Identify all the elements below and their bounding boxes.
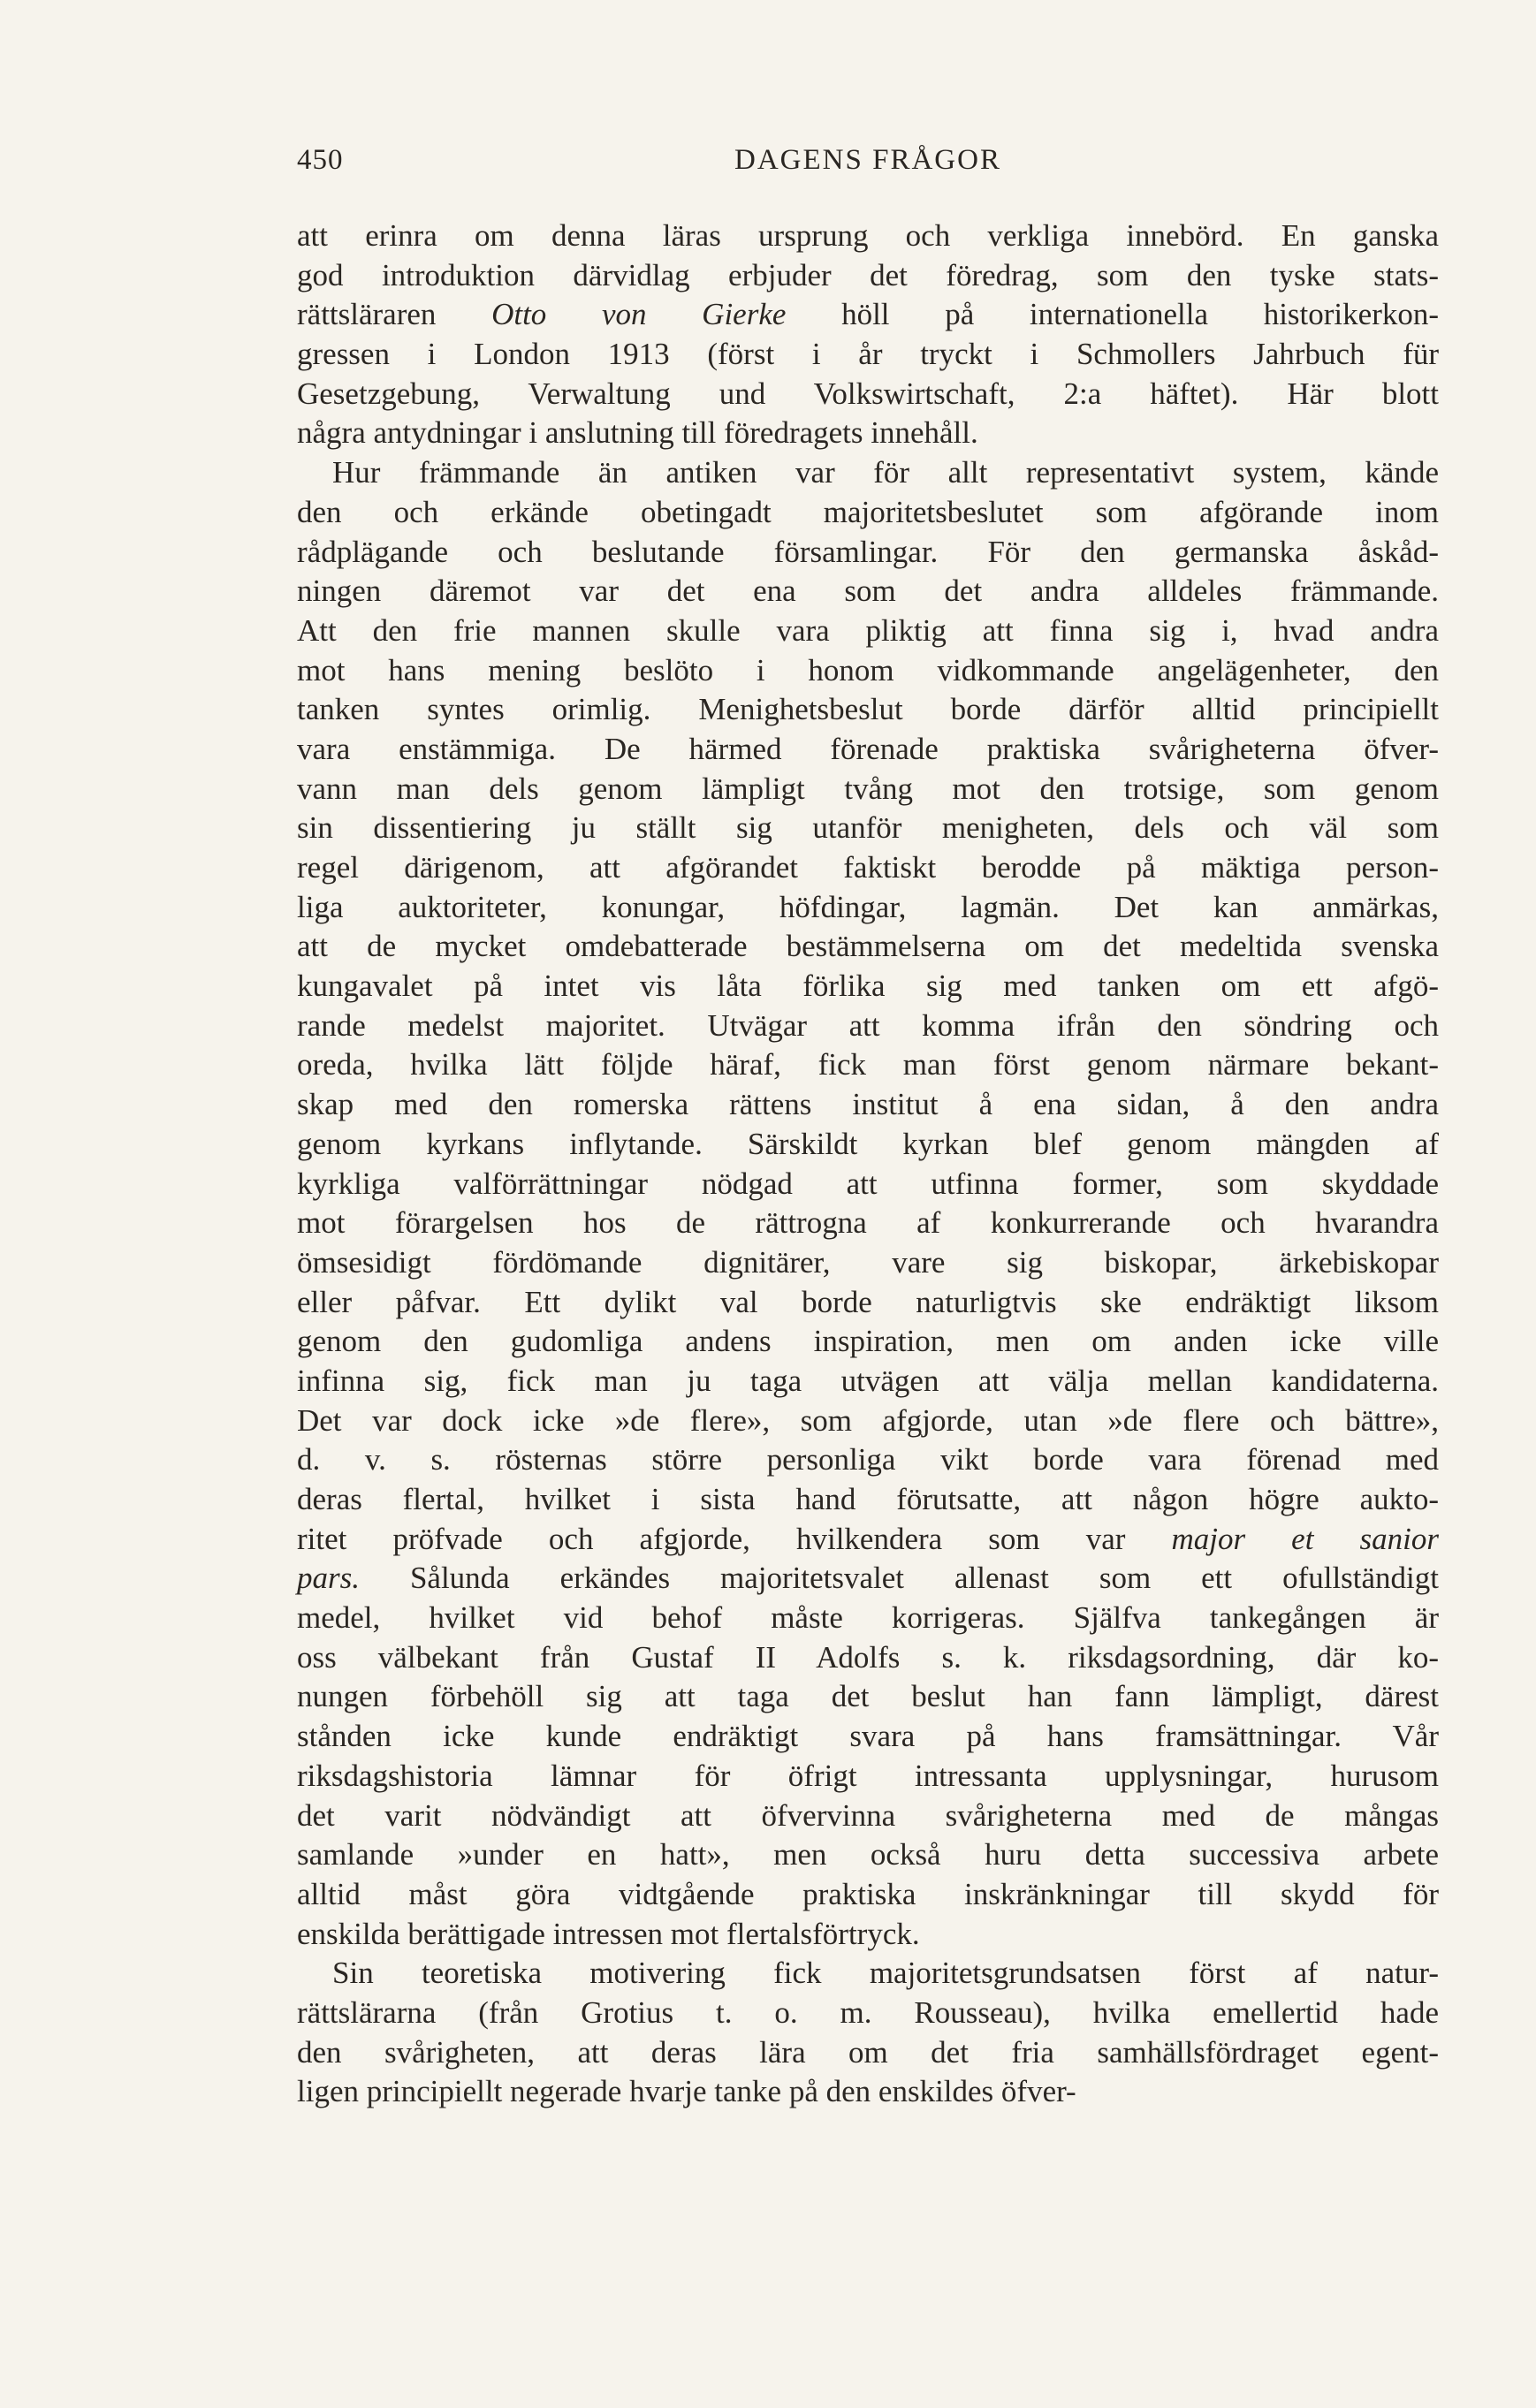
italic-text: Otto von Gierke bbox=[491, 297, 787, 332]
text-line: enskilda berättigade intressen mot flertalsförtryck. bbox=[297, 1916, 920, 1951]
text-line: mot förargelsen hos de rättrogna af konkurrerande och hvarandra bbox=[297, 1205, 1439, 1241]
text-line: ningen däremot var det ena som det andra alldeles främmande. bbox=[297, 574, 1439, 609]
italic-text: major et sanior bbox=[1171, 1521, 1439, 1556]
text-line: rådplägande och beslutande församlingar. För den germanska åskåd- bbox=[297, 534, 1439, 569]
text-line: mot hans mening beslöto i honom vidkommande angelägenheter, den bbox=[297, 652, 1439, 687]
paragraph bbox=[297, 453, 1439, 1954]
text-line: tanken syntes orimlig. Menighetsbeslut borde därför alltid principiellt bbox=[297, 692, 1439, 727]
running-title: DAGENS FRÅGOR bbox=[734, 144, 1001, 176]
text-line: nungen förbehöll sig att taga det beslut han fann lämpligt, därest bbox=[297, 1679, 1439, 1714]
text-line: ritet pröfvade och afgjorde, hvilkendera som var major et sanior bbox=[297, 1521, 1439, 1556]
text-line: vann man dels genom lämpligt tvång mot den trotsige, som genom bbox=[297, 771, 1439, 806]
text-line: samlande »under en hatt», men också huru detta successiva arbete bbox=[297, 1837, 1439, 1872]
text-line: eller påfvar. Ett dylikt val borde naturligtvis ske endräktigt liksom bbox=[297, 1284, 1439, 1319]
text-line: sin dissentiering ju ställt sig utanför menigheten, dels och väl som bbox=[297, 810, 1439, 846]
paragraph bbox=[297, 216, 1439, 453]
text-line: d. v. s. rösternas större personliga vikt borde vara förenad med bbox=[297, 1442, 1439, 1477]
text-line: Att den frie mannen skulle vara pliktig att finna sig i, hvad andra bbox=[297, 612, 1439, 648]
text-line: Det var dock icke »de flere», som afgjorde, utan »de flere och bättre», bbox=[297, 1402, 1439, 1438]
text-line: Gesetzgebung, Verwaltung und Volkswirtschaft, 2:a häftet). Här blott bbox=[297, 376, 1439, 411]
text-line: vara enstämmiga. De härmed förenade praktiska svårigheterna öfver- bbox=[297, 731, 1439, 766]
text-line: medel, hvilket vid behof måste korrigeras. Själfva tankegången är bbox=[297, 1600, 1439, 1636]
text-line: den och erkände obetingadt majoritetsbeslutet som afgörande inom bbox=[297, 494, 1439, 529]
text-line: pars. Sålunda erkändes majoritetsvalet allenast som ett ofullständigt bbox=[297, 1561, 1439, 1596]
italic-text: pars. bbox=[297, 1561, 360, 1596]
text-line: den svårigheten, att deras lära om det fria samhällsfördraget egent- bbox=[297, 2034, 1439, 2070]
text-line: det varit nödvändigt att öfvervinna svårigheterna med de mångas bbox=[297, 1797, 1439, 1833]
paragraph bbox=[297, 1954, 1439, 2112]
text-line: rättslärarna (från Grotius t. o. m. Rousseau), hvilka emellertid hade bbox=[297, 1994, 1439, 2030]
text-line: genom den gudomliga andens inspiration, men om anden icke ville bbox=[297, 1324, 1439, 1359]
text-line: riksdagshistoria lämnar för öfrigt intressanta upplysningar, hurusom bbox=[297, 1758, 1439, 1793]
text-line: stånden icke kunde endräktigt svara på hans framsättningar. Vår bbox=[297, 1719, 1439, 1754]
text-line: att de mycket omdebatterade bestämmelserna om det medeltida svenska bbox=[297, 929, 1439, 964]
body-text bbox=[297, 216, 1439, 2112]
text-line: god introduktion därvidlag erbjuder det föredrag, som den tyske stats- bbox=[297, 257, 1439, 292]
text-line: genom kyrkans inflytande. Särskildt kyrkan blef genom mängden af bbox=[297, 1126, 1439, 1161]
text-line: regel därigenom, att afgörandet faktiskt berodde på mäktiga person- bbox=[297, 850, 1439, 885]
text-line: oss välbekant från Gustaf II Adolfs s. k. riksdagsordning, där ko- bbox=[297, 1639, 1439, 1675]
text-line: kungavalet på intet vis låta förlika sig med tanken om ett afgö- bbox=[297, 969, 1439, 1004]
text-line: rande medelst majoritet. Utvägar att komma ifrån den söndring och bbox=[297, 1007, 1439, 1043]
text-line: Sin teoretiska motivering fick majoritetsgrundsatsen först af natur- bbox=[332, 1956, 1439, 1991]
text-line: att erinra om denna läras ursprung och verkliga innebörd. En ganska bbox=[297, 218, 1439, 253]
text-line: gressen i London 1913 (först i år tryckt i Schmollers Jahrbuch für bbox=[297, 337, 1439, 372]
page-header bbox=[297, 144, 1439, 186]
text-line: liga auktoriteter, konungar, höfdingar, lagmän. Det kan anmärkas, bbox=[297, 889, 1439, 924]
text-line: Hur främmande än antiken var för allt representativt system, kände bbox=[332, 455, 1439, 490]
text-line: ligen principiellt negerade hvarje tanke på den enskildes öfver- bbox=[297, 2074, 1076, 2109]
text-line: infinna sig, fick man ju taga utvägen att välja mellan kandidaterna. bbox=[297, 1363, 1439, 1398]
text-line: kyrkliga valförrättningar nödgad att utfinna former, som skyddade bbox=[297, 1166, 1439, 1201]
text-line: några antydningar i anslutning till föredragets innehåll. bbox=[297, 415, 978, 451]
text-line: deras flertal, hvilket i sista hand förutsatte, att någon högre aukto- bbox=[297, 1482, 1439, 1516]
text-line: skap med den romerska rättens institut å ena sidan, å den andra bbox=[297, 1087, 1439, 1122]
text-line: alltid måst göra vidtgående praktiska inskränkningar till skydd för bbox=[297, 1876, 1439, 1911]
page-number: 450 bbox=[297, 144, 344, 176]
text-line: ömsesidigt fördömande dignitärer, vare sig biskopar, ärkebiskopar bbox=[297, 1244, 1439, 1280]
text-line: oreda, hvilka lätt följde häraf, fick man först genom närmare bekant- bbox=[297, 1047, 1439, 1082]
text-line: rättsläraren Otto von Gierke höll på internationella historikerkon- bbox=[297, 297, 1439, 332]
